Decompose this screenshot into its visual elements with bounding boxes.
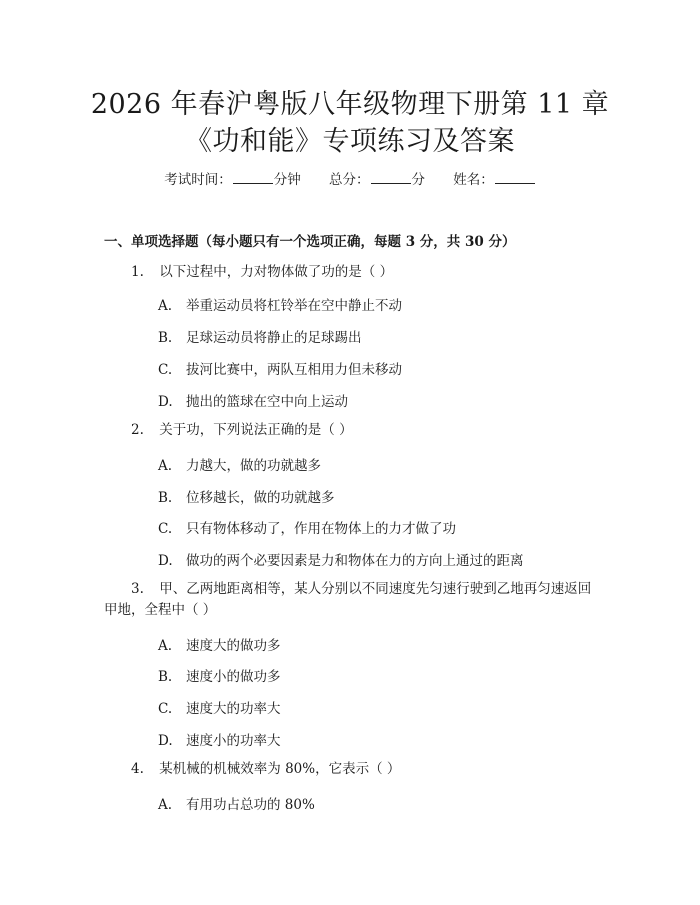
option-text: 做功的两个必要因素是力和物体在力的方向上通过的距离 [186,553,524,569]
question-3-option-a [158,634,281,654]
document-title-line1: 2026 年春沪粤版八年级物理下册第 11 章 [90,89,610,120]
option-letter: B. [158,330,173,346]
option-letter: C. [158,362,173,378]
option-letter: A. [158,298,173,314]
total-score-field [329,168,425,188]
document-title-line2: 《功和能》专项练习及答案 [185,126,515,157]
option-letter: A. [158,638,173,654]
option-letter: D. [158,394,173,410]
option-letter: A. [158,797,173,813]
question-1 [131,260,393,284]
option-letter: D. [158,733,173,749]
question-number: 1. [131,264,144,280]
name-label: 姓名： [453,172,494,188]
option-text: 速度大的做功多 [186,638,281,654]
question-text-line1: 甲、乙两地距离相等，某人分别以不同速度先匀速行驶到乙地再匀速返回 [159,581,592,597]
question-2 [131,418,353,442]
question-2-option-c [158,517,456,537]
question-text: 关于功，下列说法正确的是（ ） [159,422,353,438]
total-score-unit: 分 [411,172,425,188]
name-field [453,168,536,188]
option-text: 只有物体移动了，作用在物体上的力才做了功 [186,521,456,537]
exam-time-label: 考试时间： [164,172,232,188]
question-text-line2: 甲地，全程中（ ） [104,602,217,618]
exam-time-field [164,168,301,188]
question-number: 3. [131,581,144,597]
option-text: 拔河比赛中，两队互相用力但未移动 [186,362,402,378]
question-text: 以下过程中，力对物体做了功的是（ ） [159,264,394,280]
option-text: 抛出的篮球在空中向上运动 [186,394,348,410]
option-text: 速度小的做功多 [186,669,281,685]
question-3-option-b [158,665,281,685]
option-text: 位移越长，做的功就越多 [186,490,335,506]
question-number: 4. [131,761,144,777]
question-1-option-d [158,390,348,410]
question-4-option-a [158,793,315,813]
option-letter: A. [158,458,173,474]
section-1-heading: 一、单项选择题（每小题只有一个选项正确，每题 3 分，共 30 分） [104,234,516,250]
question-text: 某机械的机械效率为 80%，它表示（ ） [159,761,401,777]
option-text: 有用功占总功的 80% [186,797,315,813]
question-2-option-a [158,454,321,474]
option-text: 举重运动员将杠铃举在空中静止不动 [186,298,402,314]
question-2-option-d [158,549,524,569]
option-letter: D. [158,553,173,569]
question-1-option-c [158,358,402,378]
option-text: 足球运动员将静止的足球踢出 [186,330,362,346]
option-text: 力越大，做的功就越多 [186,458,321,474]
exam-time-unit: 分钟 [273,172,301,188]
question-3-option-c [158,697,281,717]
option-text: 速度小的功率大 [186,733,281,749]
option-letter: B. [158,669,173,685]
question-3-continued [104,598,216,622]
option-letter: C. [158,521,173,537]
question-1-option-a [158,294,402,314]
question-3-option-d [158,729,281,749]
total-score-label: 总分： [329,172,370,188]
question-number: 2. [131,422,144,438]
question-2-option-b [158,486,335,506]
name-blank [495,171,535,184]
option-letter: C. [158,701,173,717]
option-letter: B. [158,490,173,506]
exam-time-blank [233,171,273,184]
question-1-option-b [158,326,362,346]
question-4 [131,757,400,781]
total-score-blank [371,171,411,184]
exam-info-row [0,168,700,188]
option-text: 速度大的功率大 [186,701,281,717]
